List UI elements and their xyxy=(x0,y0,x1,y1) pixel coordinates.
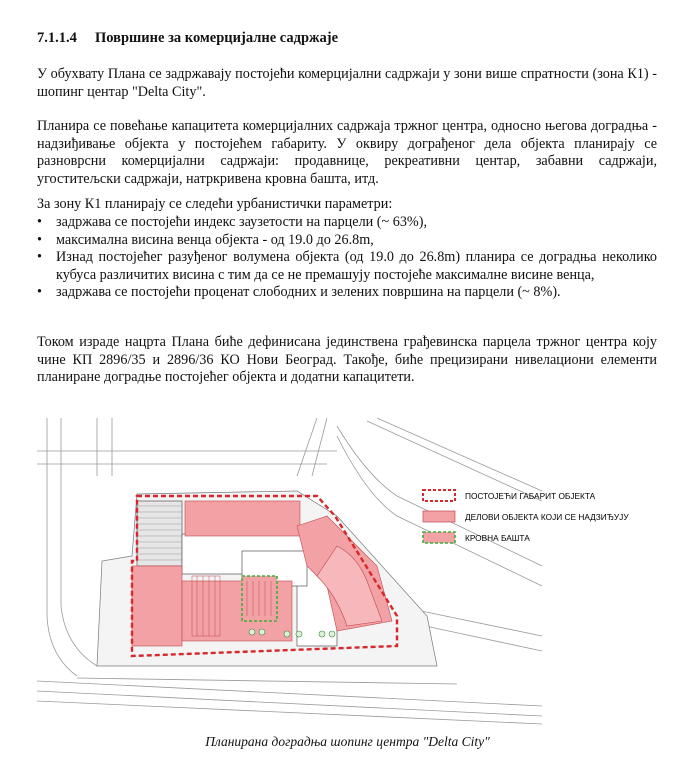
list-item: • максимална висина венца објекта - од 19.0 до 26.8m, xyxy=(37,232,657,250)
figure-caption: Планирана доградња шопинг центра "Delta City" xyxy=(205,734,490,749)
list-item: • Изнад постојећег разуђеног волумена објекта (од 19.0 до 26.8m) планира се доградња неколико кубуса различитих висина с тим да се не премашују постојеће максималне висине венца, xyxy=(37,249,657,284)
site-plan-figure xyxy=(37,416,629,726)
legend-swatch-pink xyxy=(423,511,455,522)
paragraph-parcel: Током израде нацрта Плана биће дефинисана јединствена грађевинска парцела тржног центра коју чине КП 2896/35 и 2896/36 КО Нови Београд. Такође, биће прецизирани нивелациони елементи планиране доградње постојећег објекта и додатни капацитети. xyxy=(37,334,657,386)
section-title: Површине за комерцијалне садржаје xyxy=(95,30,339,46)
legend-label-roof-garden: КРОВНА БАШТА xyxy=(465,533,530,543)
parameters-list xyxy=(37,214,657,302)
legend-label-outline: ПОСТОЈЕЋИ ГАБАРИТ ОБЈЕКТА xyxy=(465,491,596,501)
section-heading xyxy=(37,30,338,47)
roof-garden xyxy=(242,576,277,621)
list-item: • задржава се постојећи проценат слободних и зелених површина на парцели (~ 8%). xyxy=(37,284,657,302)
paragraph-intro: У обухвату Плана се задржавају постојећи комерцијални садржаји у зони више спратности (зона К1) - шопинг центар "Delta City". xyxy=(37,66,657,100)
section-number: 7.1.1.4 xyxy=(37,30,77,46)
list-item: • задржава се постојећи индекс заузетости на парцели (~ 63%), xyxy=(37,214,657,232)
paragraph-capacity: Планира се повећање капацитета комерцијалних садржаја тржног центра, односно његова доградња - надзиђивање објекта у постојећем габариту. У оквиру дограђеног дела објекта планирају се разноврсни комерцијални садржаји: продавнице, рекреативни центар, забавни садржаји, угоститељски садржаји, натркривена кровна башта, итд. xyxy=(37,118,657,187)
paragraph-parameters-intro: За зону К1 планирају се следећи урбанистички параметри: xyxy=(37,196,393,212)
legend-swatch-green xyxy=(423,532,455,543)
legend-label-superstructure: ДЕЛОВИ ОБЈЕКТА КОЈИ СЕ НАДЗИЂУЈУ xyxy=(465,512,629,522)
